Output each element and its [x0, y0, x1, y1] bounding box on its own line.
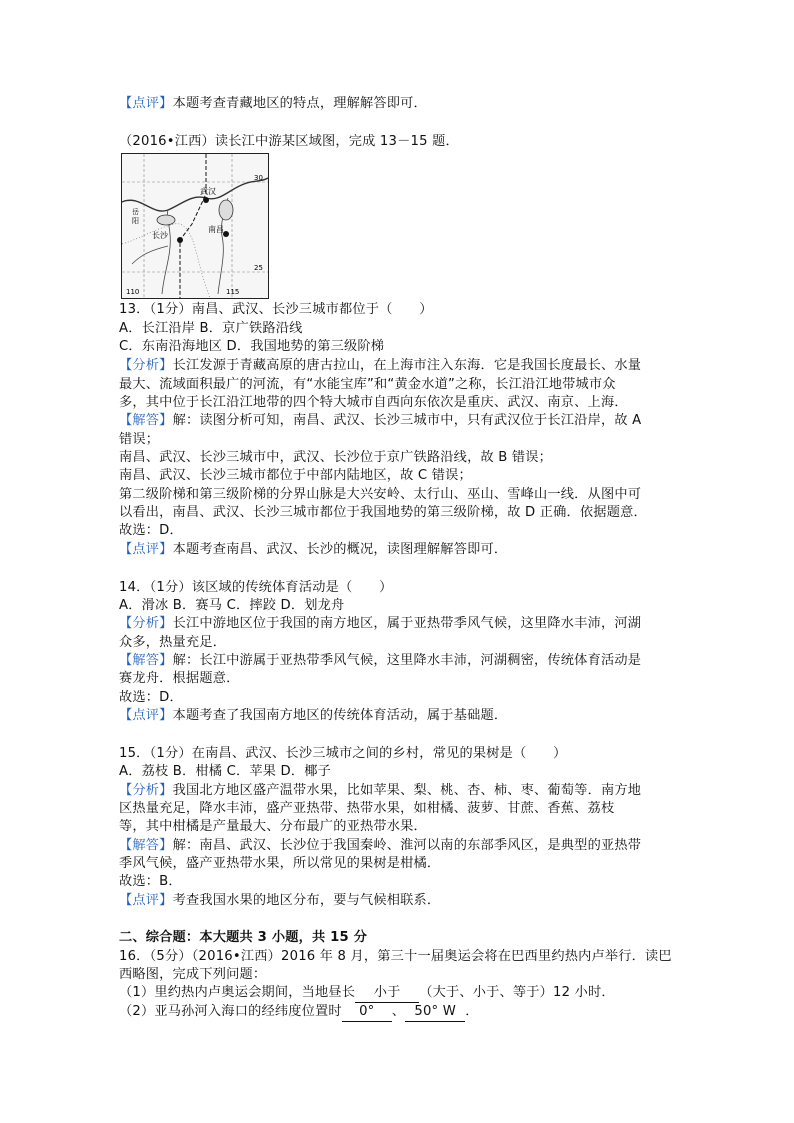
analysis-tag: 【分析】 [119, 783, 173, 798]
review-tag: 【点评】 [119, 542, 173, 557]
q16-stem: 16．（5分）（2016•江西）2016 年 8 月，第三十一届奥运会将在巴西里约热内卢举行．读巴 [119, 949, 672, 964]
q15-analysis [119, 782, 641, 800]
map-label-lon110: 110 [126, 288, 140, 296]
q15-analysis-line3: 等，其中柑橘是产量最大、分布最广的亚热带水果． [119, 819, 427, 834]
q16-part2 [119, 1003, 479, 1022]
map-graphic [122, 154, 268, 298]
q13-answer-line3: 南昌、武汉、长沙三城市中，武汉、长沙位于京广铁路沿线，故 B 错误； [119, 450, 553, 465]
q14-analysis [119, 615, 641, 633]
q15-answer [119, 837, 641, 855]
answer-text: 解：南昌、武汉、长沙位于我国秦岭、淮河以南的东部季风区，是典型的亚热带 [172, 838, 642, 853]
q13-analysis [119, 357, 641, 375]
map-label-lat30: 30 [254, 174, 263, 182]
q13-analysis-line3: 多，其中位于长江沿江地带的四个特大城市自西向东依次是重庆、武汉、南京、上海． [119, 395, 628, 410]
q16-part2-separator: 、 [391, 1004, 406, 1019]
analysis-text: 长江中游地区位于我国的南方地区，属于亚热带季风气候，这里降水丰沛，河湖 [172, 616, 642, 631]
q16-part1 [119, 984, 615, 1003]
q14-review [119, 707, 507, 725]
q14-answer [119, 652, 641, 670]
yangtze-middle-reaches-map [121, 153, 269, 299]
review-tag: 【点评】 [119, 96, 173, 111]
map-label-other1: 岳 [132, 208, 139, 216]
section-heading: 二、综合题：本大题共 3 小题，共 15 分 [119, 930, 368, 945]
answer-tag: 【解答】 [119, 838, 173, 853]
q13-answer [119, 412, 641, 430]
q16-part1-prompt: （1）里约热内卢奥运会期间，当地昼长 [119, 985, 356, 1000]
q13-options-ab: A．长江沿岸 B．京广铁路沿线 [119, 321, 303, 336]
answer-tag: 【解答】 [119, 653, 173, 668]
map-label-nanchang: 南昌 [208, 225, 224, 234]
question-group-intro: （2016•江西）读长江中游某区域图，完成 13－15 题． [119, 134, 459, 149]
q15-review [119, 892, 440, 910]
q14-stem: 14．（1分）该区域的传统体育活动是（ ） [119, 580, 393, 595]
q15-choice: 故选：B． [119, 874, 182, 889]
q15-options: A．荔枝 B．柑橘 C．苹果 D．椰子 [119, 764, 332, 779]
map-label-other2: 阳 [132, 217, 139, 225]
answer-text: 解：读图分析可知，南昌、武汉、长沙三城市中，只有武汉位于长江沿岸，故 A [172, 413, 642, 428]
map-label-wuhan: 武汉 [200, 187, 216, 196]
q14-analysis-line2: 众多，热量充足． [119, 635, 227, 650]
q13-options-cd: C．东南沿海地区 D．我国地势的第三级阶梯 [119, 339, 385, 354]
q16-part1-suffix: （大于、小于、等于）12 小时． [419, 985, 615, 1000]
map-label-lat25: 25 [254, 264, 263, 272]
analysis-text: 长江发源于青藏高原的唐古拉山，在上海市注入东海．它是我国长度最长、水量 [172, 358, 642, 373]
map-label-lon115: 115 [226, 288, 240, 296]
q16-part2-prompt: （2）亚马孙河入海口的经纬度位置时 [119, 1004, 342, 1019]
q13-review [119, 541, 507, 559]
map-label-changsha: 长沙 [152, 231, 168, 240]
review-text: 本题考查了我国南方地区的传统体育活动，属于基础题． [172, 708, 508, 723]
q13-choice: 故选：D． [119, 523, 183, 538]
q14-choice: 故选：D． [119, 690, 183, 705]
q16-part1-answer: 小于 [355, 984, 419, 1003]
q13-answer-line5: 第二级阶梯和第三级阶梯的分界山脉是大兴安岭、太行山、巫山、雪峰山一线．从图中可 [119, 487, 642, 502]
q15-stem: 15．（1分）在南昌、武汉、长沙三城市之间的乡村，常见的果树是（ ） [119, 746, 567, 761]
q13-answer-line6: 以看出，南昌、武汉、长沙三城市都位于我国地势的第三级阶梯，故 D 正确．依据题意． [119, 505, 647, 520]
q14-answer-line2: 赛龙舟．根据题意． [119, 671, 240, 686]
q16-stem-line2: 西略图，完成下列问题： [119, 967, 267, 982]
review-text: 本题考查青藏地区的特点，理解解答即可． [172, 96, 427, 111]
q13-analysis-line2: 最大、流域面积最广的河流，有“水能宝库”和“黄金水道”之称，长江沿江地带城市众 [119, 377, 616, 392]
q16-part2-suffix: ． [465, 1004, 479, 1019]
review-tag: 【点评】 [119, 893, 173, 908]
answer-tag: 【解答】 [119, 413, 173, 428]
q13-stem: 13．（1分）南昌、武汉、长沙三城市都位于（ ） [119, 302, 433, 317]
q13-answer-line2: 错误； [119, 432, 160, 447]
analysis-tag: 【分析】 [119, 616, 173, 631]
q12-review [119, 95, 427, 113]
q13-answer-line4: 南昌、武汉、长沙三城市都位于中部内陆地区，故 C 错误； [119, 468, 472, 483]
review-text: 本题考查南昌、武汉、长沙的概况，读图理解解答即可． [172, 542, 508, 557]
q14-options: A．滑冰 B．赛马 C．摔跤 D．划龙舟 [119, 598, 345, 613]
review-text: 考查我国水果的地区分布，要与气候相联系． [172, 893, 441, 908]
analysis-text: 我国北方地区盛产温带水果，比如苹果、梨、桃、杏、柿、枣、葡萄等．南方地 [172, 783, 642, 798]
q16-part2-answer-lon: 50° W [405, 1003, 465, 1022]
analysis-tag: 【分析】 [119, 358, 173, 373]
q15-analysis-line2: 区热量充足，降水丰沛，盛产亚热带、热带水果，如柑橘、菠萝、甘蔗、香蕉、荔枝 [119, 801, 615, 816]
q15-answer-line2: 季风气候，盛产亚热带水果，所以常见的果树是柑橘． [119, 856, 441, 871]
review-tag: 【点评】 [119, 708, 173, 723]
answer-text: 解：长江中游属于亚热带季风气候，这里降水丰沛，河湖稠密，传统体育活动是 [172, 653, 642, 668]
q16-part2-answer-lat: 0° [342, 1003, 392, 1022]
